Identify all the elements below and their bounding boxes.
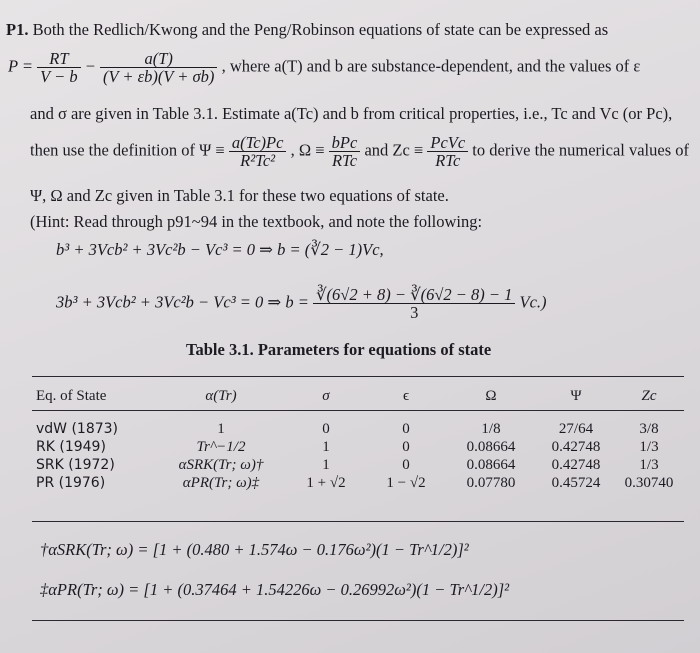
hint-text: (Hint: Read through p91~94 in the textbook, and note the following: (30, 212, 483, 231)
hint-eq2-den: 3 (410, 303, 419, 322)
footnote-pr: ‡αPR(Tr; ω) = [1 + (0.37464 + 1.54226ω − 0.26992ω²)(1 − Tr^1/2)]² (40, 580, 510, 599)
table-row (36, 420, 682, 438)
table-top-rule (32, 376, 684, 377)
problem-intro (6, 20, 608, 40)
cell-omega: 0.08664 (466, 438, 516, 455)
header-sigma: σ (322, 387, 330, 404)
cell-psi: 27/64 (558, 420, 594, 437)
zc-fraction (427, 134, 468, 169)
eq-f2-num: a(T) (100, 50, 217, 68)
zc-den: RTc (435, 151, 461, 170)
cell-alpha: 1 (217, 420, 225, 437)
eq-f2-den: (V + εb)(V + σb) (102, 67, 215, 86)
problem-intro-text: Both the Redlich/Kwong and the Peng/Robinson equations of state can be expressed as (32, 20, 609, 39)
table-caption: Table 3.1. Parameters for equations of state (186, 340, 492, 359)
cell-omega: 0.08664 (466, 456, 516, 473)
hint-eq2-fraction (313, 286, 515, 321)
cell-sigma: 1 + √2 (306, 474, 346, 491)
header-zc: Zc (641, 387, 657, 404)
cell-sigma: 1 (322, 456, 330, 473)
cell-epsilon: 1 − √2 (386, 474, 426, 491)
table-row (36, 438, 682, 456)
header-omega: Ω (485, 387, 497, 404)
psi-fraction (229, 134, 287, 169)
eq-minus: − (84, 56, 96, 76)
eq-tail: , where a(T) and b are substance-dependent, and the values of ε (221, 56, 641, 76)
cell-sigma: 0 (322, 420, 330, 437)
cell-eos: SRK (1972) (36, 457, 115, 473)
zc-pre: and Zc ≡ (364, 140, 424, 160)
cell-epsilon: 0 (402, 420, 410, 437)
problem-line-3: and σ are given in Table 3.1. Estimate a(Tc) and b from critical properties, i.e., Tc and Vc (or Pc), (30, 104, 673, 123)
cell-psi: 0.42748 (551, 438, 601, 455)
cell-epsilon: 0 (402, 456, 410, 473)
cell-omega: 0.07780 (466, 474, 516, 491)
problem-label: P1. (6, 20, 29, 39)
zc-num: PcVc (427, 134, 468, 152)
problem-line-5: Ψ, Ω and Zc given in Table 3.1 for these two equations of state. (30, 186, 449, 205)
cell-alpha: Tr^−1/2 (196, 438, 246, 455)
cell-eos: vdW (1873) (36, 421, 119, 437)
hint-eq2-num: ∛(6√2 + 8) − ∛(6√2 − 8) − 1 (313, 286, 515, 304)
cell-zc: 1/3 (639, 438, 659, 455)
eq-fraction-2 (100, 50, 217, 85)
header-alpha: α(Tr) (205, 387, 237, 404)
header-eq-of-state: Eq. of State (36, 387, 107, 404)
table-bottom-rule (32, 620, 684, 621)
cell-psi: 0.42748 (551, 456, 601, 473)
line4-post: to derive the numerical values of (472, 140, 690, 160)
table-header-row (36, 382, 682, 410)
hint-equation-1: b³ + 3Vcb² + 3Vc²b − Vc³ = 0 ⇒ b = (∛2 − 1)Vc, (56, 240, 384, 259)
psi-den: R²Tc² (240, 151, 276, 170)
omega-pre: , Ω ≡ (290, 140, 325, 160)
eq-f1-num: RT (37, 50, 80, 68)
cell-zc: 1/3 (639, 456, 659, 473)
footnote-srk: †αSRK(Tr; ω) = [1 + (0.480 + 1.574ω − 0.176ω²)(1 − Tr^1/2)]² (40, 540, 469, 559)
eq-lhs: P = (8, 56, 34, 76)
problem-definitions (30, 134, 689, 169)
cell-epsilon: 0 (402, 438, 410, 455)
hint-eq2-lhs: 3b³ + 3Vcb² + 3Vc²b − Vc³ = 0 ⇒ b = (56, 292, 309, 312)
eq-f1-den: V − b (40, 67, 78, 86)
cell-eos: RK (1949) (36, 439, 106, 455)
cell-omega: 1/8 (481, 420, 501, 437)
cell-sigma: 1 (322, 438, 330, 455)
cell-alpha: αSRK(Tr; ω)† (178, 456, 264, 473)
eq-fraction-1 (37, 50, 80, 85)
cell-alpha: αPR(Tr; ω)‡ (182, 474, 260, 491)
omega-num: bPc (329, 134, 361, 152)
omega-den: RTc (331, 151, 358, 170)
parameters-table (36, 382, 682, 492)
cell-psi: 0.45724 (551, 474, 601, 491)
header-psi: Ψ (570, 387, 582, 404)
table-row (36, 474, 682, 492)
hint-equation-2 (56, 286, 547, 321)
table-body-rule (32, 521, 684, 522)
cell-zc: 3/8 (639, 420, 659, 437)
cell-eos: PR (1976) (36, 475, 106, 491)
psi-num: a(Tc)Pc (229, 134, 287, 152)
hint-eq2-tail: Vc.) (519, 292, 547, 312)
header-epsilon: ϵ (402, 387, 410, 404)
equation-of-state (8, 50, 640, 85)
cell-zc: 0.30740 (624, 474, 674, 491)
omega-fraction (329, 134, 361, 169)
line4-pre: then use the definition of Ψ ≡ (30, 140, 225, 160)
table-row (36, 456, 682, 474)
